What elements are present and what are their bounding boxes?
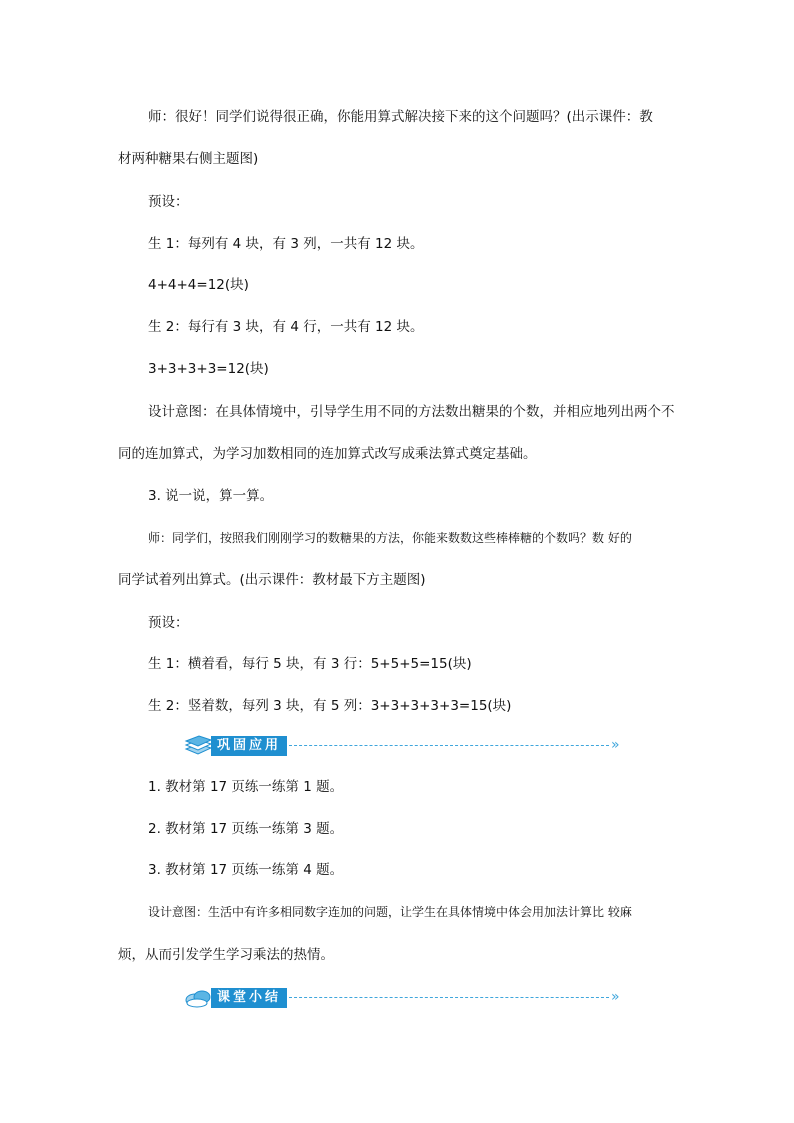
- design-intent-2-line2: 烦，从而引发学生学习乘法的热情。: [118, 947, 334, 963]
- section-label-summary: 课堂小结: [211, 988, 287, 1008]
- dashed-divider: [289, 997, 609, 998]
- double-chevron-right-icon: »: [611, 989, 620, 1005]
- teacher-lollipop-line1: 师：同学们，按照我们刚刚学习的数糖果的方法，你能来数数这些棒棒糖的个数吗？数 好的: [148, 531, 632, 545]
- student-1-answer: 生 1：每列有 4 块，有 3 列，一共有 12 块。: [148, 236, 424, 252]
- preset-label: 预设：: [148, 194, 189, 210]
- design-intent-1-line2: 同的连加算式，为学习加数相同的连加算式改写成乘法算式奠定基础。: [118, 446, 537, 462]
- design-intent-2-line1: 设计意图：生活中有许多相同数字连加的问题，让学生在具体情境中体会用加法计算比 较麻: [148, 905, 632, 919]
- book-stack-icon: [183, 735, 213, 757]
- cloud-icon: [183, 987, 213, 1009]
- section-header-summary: [183, 987, 643, 1009]
- section-header-consolidation: [183, 735, 643, 757]
- exercise-1: 1. 教材第 17 页练一练第 1 题。: [148, 779, 344, 795]
- exercise-2: 2. 教材第 17 页练一练第 3 题。: [148, 821, 344, 837]
- equation-1: 4+4+4=12(块): [148, 277, 249, 293]
- teacher-question-line1: 师：很好！同学们说得很正确，你能用算式解决接下来的这个问题吗？(出示课件：教: [148, 109, 653, 125]
- section-label-consolidation: 巩固应用: [211, 736, 287, 756]
- student-1-answer-2: 生 1：横着看，每行 5 块，有 3 行：5+5+5=15(块): [148, 656, 472, 672]
- teacher-lollipop-line2: 同学试着列出算式。(出示课件：教材最下方主题图): [118, 572, 426, 588]
- teacher-question-line2: 材两种糖果右侧主题图): [118, 151, 259, 167]
- student-2-answer-2: 生 2：竖着数，每列 3 块，有 5 列：3+3+3+3+3=15(块): [148, 698, 512, 714]
- exercise-3: 3. 教材第 17 页练一练第 4 题。: [148, 862, 344, 878]
- design-intent-1-line1: 设计意图：在具体情境中，引导学生用不同的方法数出糖果的个数，并相应地列出两个不: [148, 404, 675, 420]
- dashed-divider: [289, 745, 609, 746]
- preset-label-2: 预设：: [148, 615, 189, 631]
- item-3-heading: 3. 说一说，算一算。: [148, 488, 274, 504]
- student-2-answer: 生 2：每行有 3 块，有 4 行，一共有 12 块。: [148, 319, 424, 335]
- double-chevron-right-icon: »: [611, 737, 620, 753]
- equation-2: 3+3+3+3=12(块): [148, 361, 269, 377]
